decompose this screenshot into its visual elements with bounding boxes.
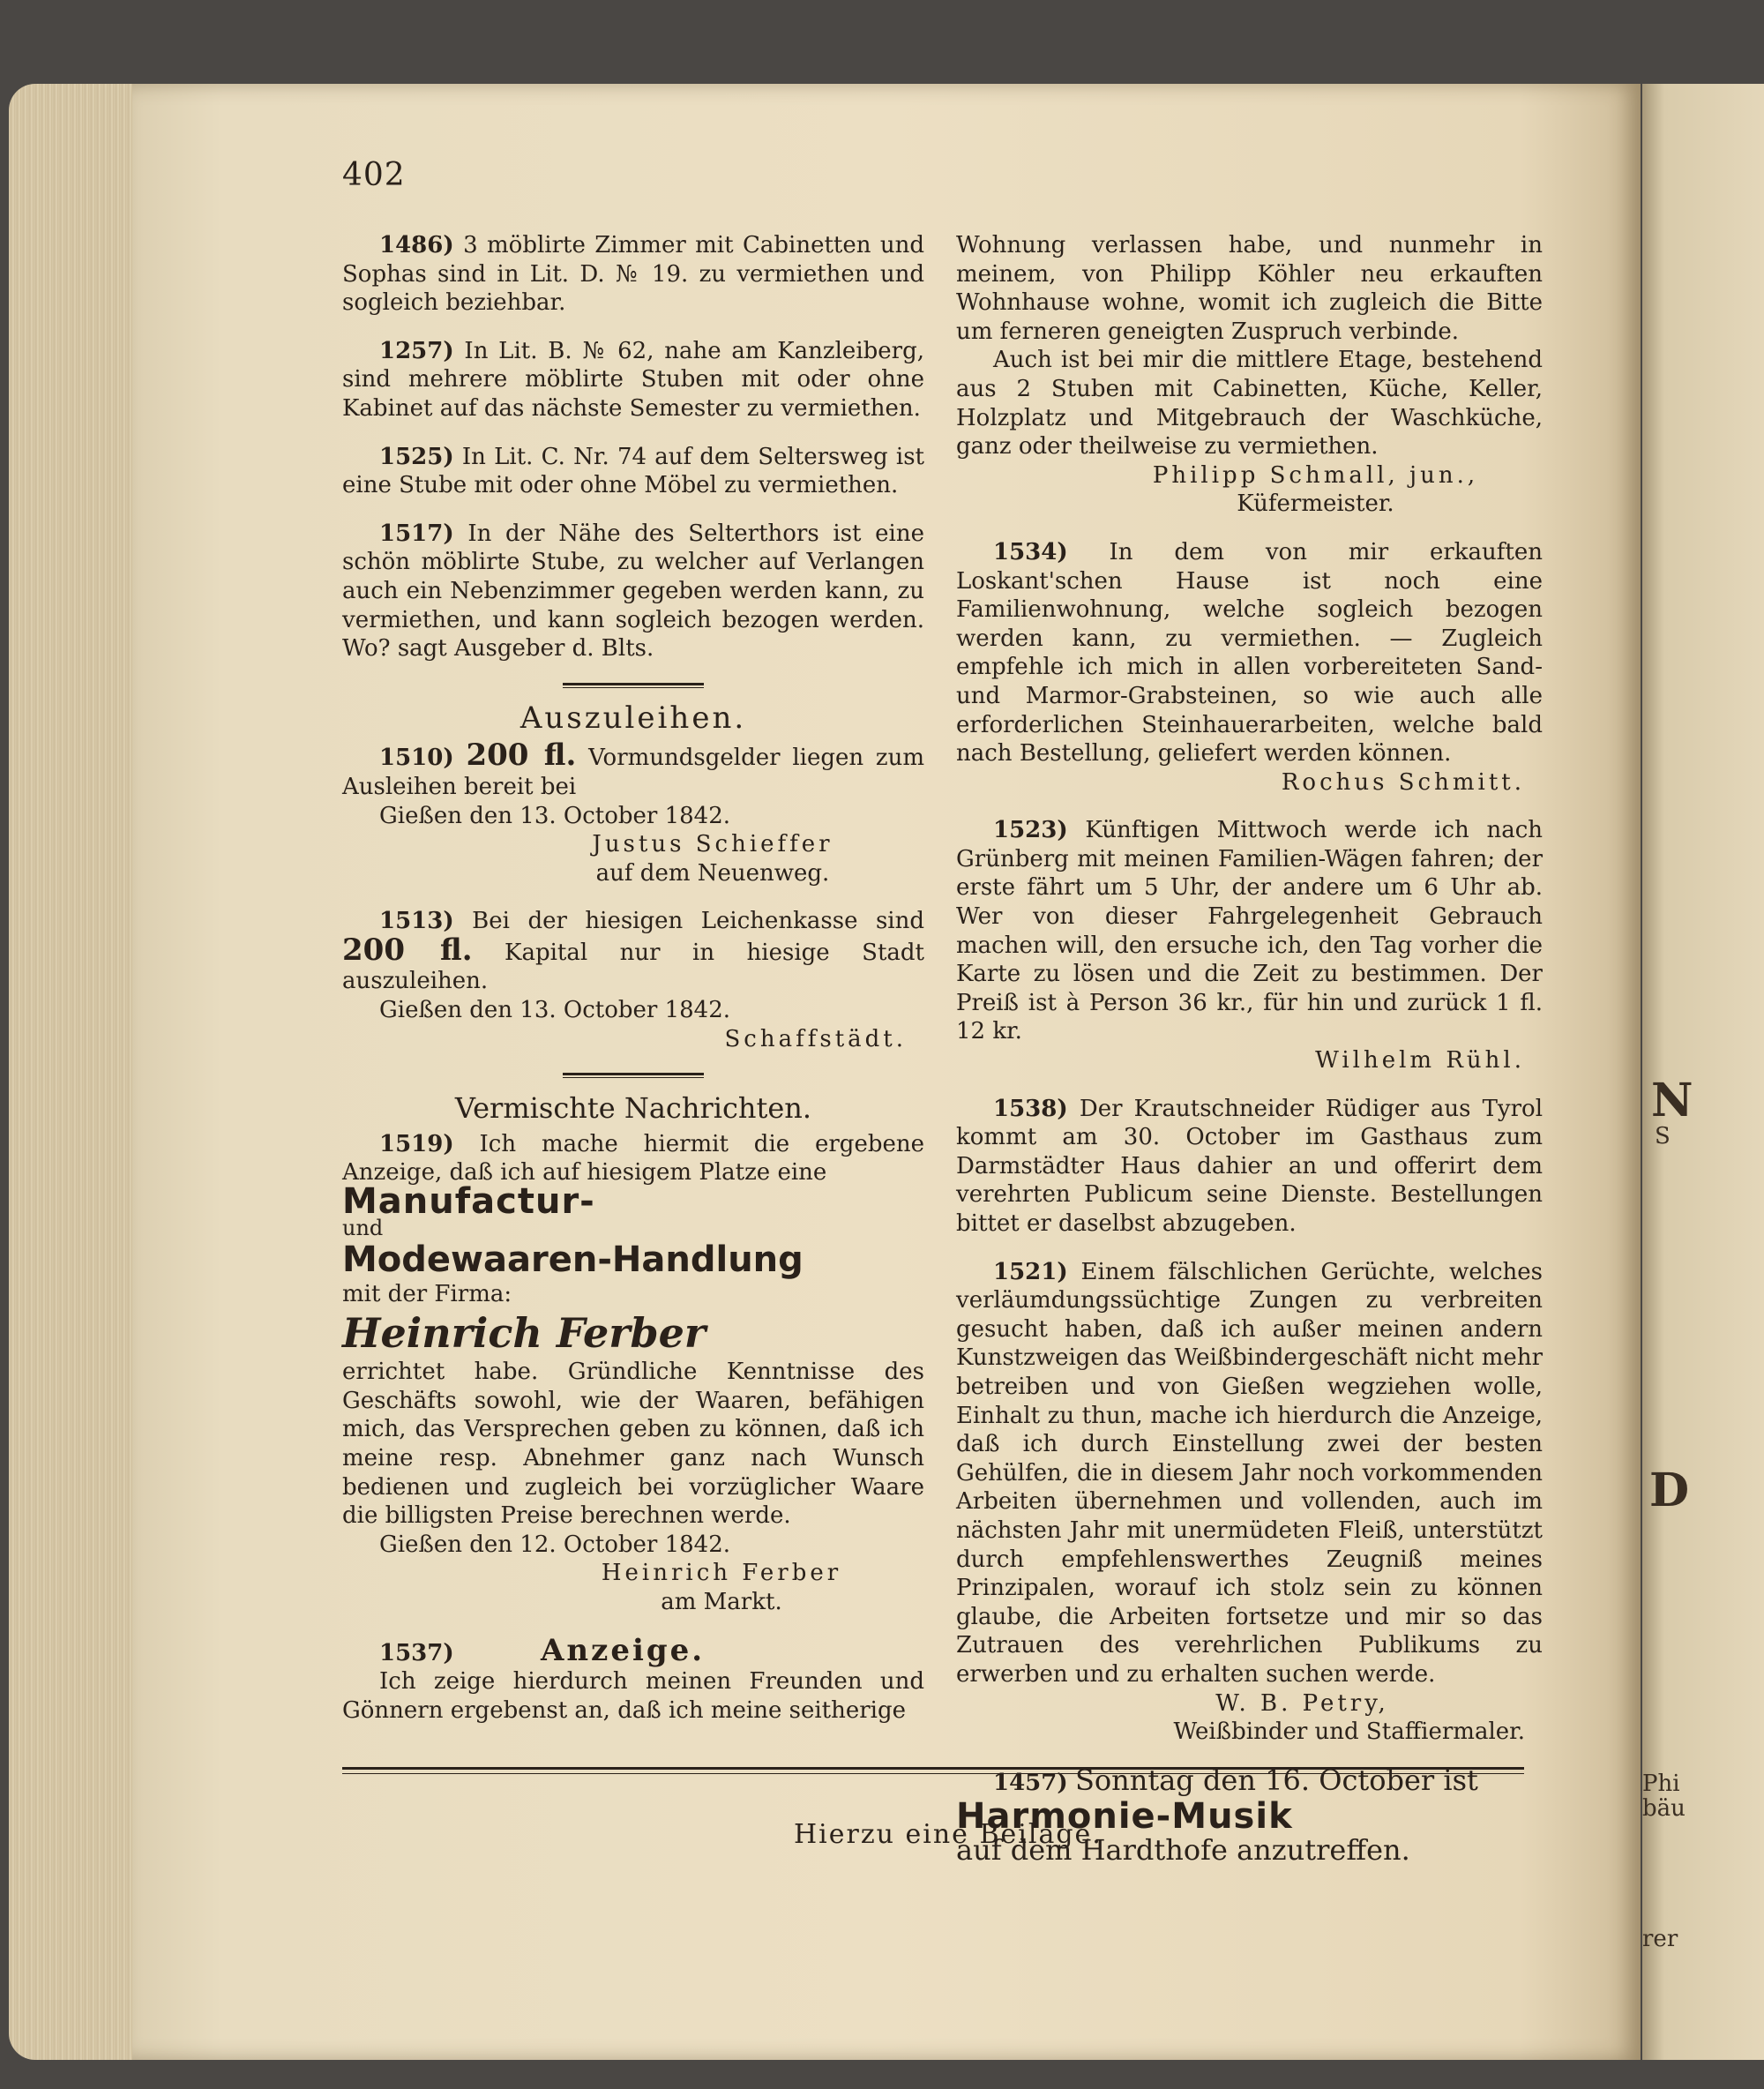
ad-1519 [342, 1130, 924, 1617]
ad-text: Ich mache hiermit die ergebene Anzeige, daß ich auf hiesigem Platze eine [342, 1130, 925, 1187]
ad-signature: Justus Schieffer [592, 831, 833, 858]
next-page-edge [1642, 84, 1764, 2060]
ad-text: Sonntag den 16. October ist [1074, 1763, 1478, 1797]
next-page-fragment: N [1651, 1074, 1693, 1127]
ad-text: Einem fälschlichen Gerüchte, welches verläumdungssüchtige Zungen zu verbreiten gesucht haben, daß ich außer meinen andern Kunstzweigen das Weißbindergeschäft nicht mehr betreiben und von Gießen wegziehen wolle, Einhalt zu thun, mache ich hierdurch die Anzeige, daß ich durch Einstellung zwei der besten Gehülfen, die in diesem Jahr noch vorkommenden Arbeiten übernehmen und vollenden, auch im nächsten Jahr mit unermüdeten Fleiß, unterstützt durch empfehlenswerthes Zeugniß meines Prinzipalen, worauf ich stolz sein zu können glaube, die Arbeiten fortsetze und mir so das Zutrauen des verehrlichen Publikums zu erwerben und zu erhalten suchen werde. [956, 1258, 1544, 1688]
section-divider [563, 1073, 704, 1078]
ad-signature: Wilhelm Rühl. [1315, 1047, 1525, 1074]
ad-text: auf dem Hardthofe anzutreffen. [956, 1833, 1410, 1868]
ad-number: 1486) [379, 232, 454, 258]
ad-signature-title: Weißbinder und Staffiermaler. [1173, 1718, 1525, 1746]
ad-signature: Philipp Schmall, jun., [1152, 461, 1479, 489]
ad-text: In Lit. C. Nr. 74 auf dem Seltersweg ist eine Stube mit oder ohne Möbel zu vermiethen. [342, 443, 924, 499]
ad-text: 3 möblirte Zimmer mit Cabinetten und Sophas sind in Lit. D. № 19. zu vermiethen und sogleich beziehbar. [342, 232, 925, 317]
left-column [342, 231, 924, 1744]
ad-number: 1513) [379, 908, 454, 935]
page-number: 402 [342, 157, 406, 193]
ad-text: In dem von mir erkauften Loskant'schen Hause ist noch eine Familienwohnung, welche sogleich bezogen werden kann, zu vermiethen. — Zugleich empfehle ich mich in allen vorbereiteten Sand- und Marmor-Grabsteinen, so wie auch alle erforderlichen Steinhauerarbeiten, welche bald nach Bestellung, geliefert werden können. [956, 538, 1544, 767]
ad-number: 1510) [379, 745, 454, 772]
ad-amount: 200 fl. [342, 932, 473, 968]
ad-date: Gießen den 12. October 1842. [379, 1531, 731, 1558]
right-column [956, 231, 1543, 1884]
ad-text: Vormundsgelder liegen zum Ausleihen bereit bei [342, 745, 925, 800]
ad-1257 [342, 337, 924, 423]
ad-1525 [342, 443, 924, 500]
ad-amount: 200 fl. [466, 738, 577, 774]
ad-number: 1517) [379, 520, 454, 547]
footer-rule [342, 1767, 1524, 1770]
event-title: Harmonie-Musik [956, 1796, 1293, 1838]
ad-1513 [342, 907, 924, 1053]
ad-number: 1519) [379, 1130, 454, 1157]
ad-signature: Rochus Schmitt. [1281, 768, 1525, 796]
next-page-fragment: S [1655, 1123, 1671, 1149]
ad-number: 1534) [993, 538, 1068, 565]
next-page-fragment: bäu [1642, 1795, 1686, 1822]
footer-rule-thin [342, 1773, 1524, 1774]
ad-text: Kapital nur in hiesige Stadt auszuleihen. [342, 939, 924, 995]
ad-text: Auch ist bei mir die mittlere Etage, bestehend aus 2 Stuben mit Cabinetten, Küche, Keller, Holzplatz und Mitgebrauch der Waschküche, ganz oder theilweise zu vermiethen. [956, 347, 1543, 460]
ad-signature-address: auf dem Neuenweg. [595, 859, 830, 887]
ad-1521 [956, 1258, 1543, 1747]
ad-text: errichtet habe. Gründliche Kenntnisse des Geschäfts sowohl, wie der Waaren, befähigen mich, das Versprechen geben zu können, daß ich meine resp. Abnehmer ganz nach Wunsch bedienen und zugleich bei vorzüglicher Waare die billigsten Preise berechnen werde. [342, 1359, 924, 1530]
ad-date: Gießen den 13. October 1842. [379, 802, 731, 829]
ad-1537 [342, 1632, 924, 1726]
ad-number: 1521) [993, 1258, 1068, 1285]
supplement-note: Hierzu eine Beilage. [794, 1819, 1102, 1850]
ad-number: 1537) [379, 1639, 454, 1666]
ad-number: 1523) [993, 817, 1068, 844]
ad-signature: W. B. Petry, [1215, 1689, 1389, 1717]
ad-number: 1257) [379, 337, 454, 364]
ad-1537-continued [956, 231, 1543, 519]
ad-signature-title: Küfermeister. [1237, 490, 1394, 518]
ad-number: 1538) [993, 1095, 1068, 1122]
shop-name-line2: Modewaaren-Handlung [342, 1239, 804, 1280]
ad-text: Künftigen Mittwoch werde ich nach Grünberg mit meinen Familien-Wägen fahren; der erste fährt um 5 Uhr, der andere um 6 Uhr ab. Wer von dieser Fahrgelegenheit Gebrauch machen will, den ersuche ich, den Tag vorher die Karte zu lösen und die Zeit zu bestimmen. Der Preiß ist à Person 36 kr., für hin und zurück 1 fl. 12 kr. [956, 817, 1544, 1045]
ad-1523 [956, 816, 1543, 1074]
shop-name-line1: Manufactur- [342, 1181, 595, 1223]
next-page-fragment: D [1649, 1464, 1690, 1517]
section-heading-vermischte: Vermischte Nachrichten. [454, 1091, 812, 1126]
ad-text: Wohnung verlassen habe, und nunmehr in meinem, von Philipp Köhler neu erkauften Wohnhause wohne, womit ich zugleich die Bitte um ferneren geneigten Zuspruch verbinde. [956, 232, 1543, 345]
ad-date: Gießen den 13. October 1842. [379, 997, 731, 1024]
shop-name-und: und [342, 1215, 384, 1240]
ad-signature-address: am Markt. [661, 1588, 782, 1615]
next-page-fragment: Phi [1642, 1771, 1680, 1797]
ad-1457 [956, 1763, 1543, 1868]
ad-text: Ich zeige hierdurch meinen Freunden und Gönnern ergebenst an, daß ich meine seitherige [342, 1668, 924, 1724]
firma-label: mit der Firma: [342, 1280, 512, 1307]
book-page-edges [9, 84, 141, 2060]
ad-text: Der Krautschneider Rüdiger aus Tyrol kommt am 30. October im Gasthaus zum Darmstädter Haus dahier an und offerirt dem verehrten Publicum seine Dienste. Bestellungen bittet er daselbst abzugeben. [956, 1095, 1544, 1237]
owner-name: Heinrich Ferber [342, 1309, 706, 1358]
ad-signature: Heinrich Ferber [601, 1560, 842, 1587]
ad-text: Bei der hiesigen Leichenkasse sind [472, 908, 924, 935]
ad-text: In Lit. B. № 62, nahe am Kanzleiberg, sind mehrere möblirte Stuben mit oder ohne Kabinet auf das nächste Semester zu vermiethen. [342, 337, 924, 422]
ad-signature: Schaffstädt. [724, 1025, 907, 1052]
ad-text: In der Nähe des Selterthors ist eine schön möblirte Stube, zu welcher auf Verlangen auch ein Nebenzimmer gegeben werden kann, zu vermiethen, und kann sogleich bezogen werden. Wo? sagt Ausgeber d. Blts. [342, 520, 925, 663]
ad-number: 1525) [379, 443, 454, 470]
ad-1517 [342, 520, 924, 663]
section-divider [563, 683, 704, 688]
ad-1538 [956, 1095, 1543, 1239]
ad-title: Anzeige. [540, 1632, 706, 1668]
ad-number: 1457) [993, 1769, 1068, 1796]
section-heading-auszuleihen: Auszuleihen. [519, 700, 747, 736]
ad-1486 [342, 231, 924, 318]
next-page-fragment: rer [1642, 1926, 1678, 1952]
ad-1510 [342, 738, 925, 887]
ad-1534 [956, 538, 1543, 797]
